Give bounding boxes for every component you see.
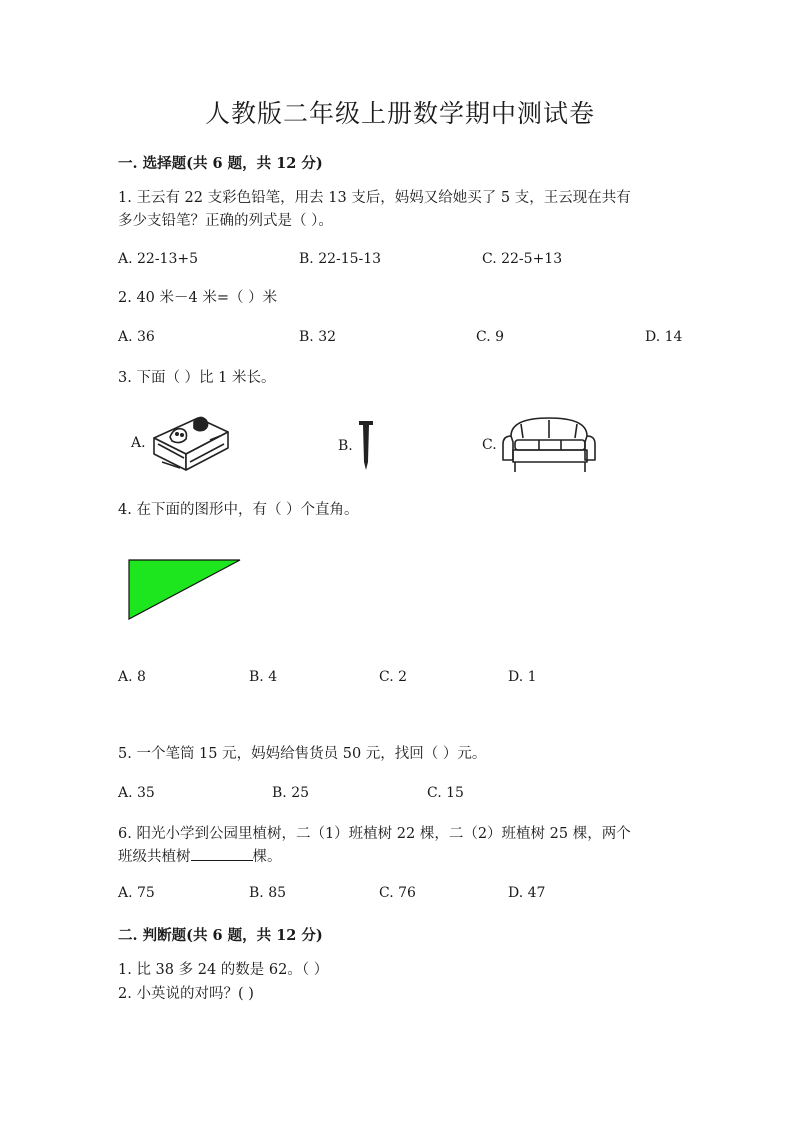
q6-option-a[interactable]: A. 75 bbox=[118, 885, 155, 901]
question-6-line-2 bbox=[118, 845, 282, 869]
q5-option-b[interactable]: B. 25 bbox=[272, 785, 310, 801]
q3-option-c-label: C. bbox=[482, 437, 497, 453]
q6-line-2-prefix: 班级共植树 bbox=[118, 849, 191, 865]
question-2: 2. 40 米－4 米=（ ）米 bbox=[118, 290, 278, 306]
nail-icon bbox=[357, 420, 375, 472]
q6-option-c[interactable]: C. 76 bbox=[379, 885, 416, 901]
q2-option-d[interactable]: D. 14 bbox=[645, 329, 683, 345]
q6-line-2-suffix: 棵。 bbox=[252, 849, 282, 865]
section-heading-choice: 一. 选择题(共 6 题，共 12 分) bbox=[118, 155, 323, 172]
section-heading-judgement: 二. 判断题(共 6 题，共 12 分) bbox=[118, 927, 323, 944]
q4-option-d[interactable]: D. 1 bbox=[508, 669, 537, 685]
question-6-line-1: 6. 阳光小学到公园里植树，二（1）班植树 22 棵，二（2）班植树 25 棵，两个 bbox=[118, 826, 631, 842]
q1-option-a[interactable]: A. 22-13+5 bbox=[118, 251, 199, 267]
q5-option-c[interactable]: C. 15 bbox=[427, 785, 464, 801]
judgement-2: 2. 小英说的对吗？( ) bbox=[118, 986, 254, 1002]
q1-option-c[interactable]: C. 22-5+13 bbox=[482, 251, 563, 267]
q2-option-c[interactable]: C. 9 bbox=[476, 329, 505, 345]
q6-option-d[interactable]: D. 47 bbox=[508, 885, 546, 901]
q1-option-b[interactable]: B. 22-15-13 bbox=[299, 251, 382, 267]
pencil-box-icon bbox=[150, 410, 232, 476]
page-title: 人教版二年级上册数学期中测试卷 bbox=[204, 99, 595, 128]
q6-option-b[interactable]: B. 85 bbox=[249, 885, 287, 901]
q2-option-b[interactable]: B. 32 bbox=[299, 329, 337, 345]
q5-option-a[interactable]: A. 35 bbox=[118, 785, 155, 801]
right-triangle-figure bbox=[128, 559, 242, 621]
q3-option-b[interactable] bbox=[338, 420, 375, 472]
q4-option-c[interactable]: C. 2 bbox=[379, 669, 408, 685]
question-1-line-1: 1. 王云有 22 支彩色铅笔，用去 13 支后，妈妈又给她买了 5 支，王云现在共有 bbox=[118, 190, 631, 206]
q3-option-c[interactable] bbox=[482, 414, 599, 476]
q3-option-a[interactable] bbox=[131, 410, 232, 476]
question-3: 3. 下面（ ）比 1 米长。 bbox=[118, 370, 276, 386]
q3-option-b-label: B. bbox=[338, 438, 353, 454]
question-5: 5. 一个笔筒 15 元，妈妈给售货员 50 元，找回（ ）元。 bbox=[118, 746, 487, 762]
q2-option-a[interactable]: A. 36 bbox=[118, 329, 155, 345]
sofa-icon bbox=[501, 414, 599, 476]
answer-blank[interactable] bbox=[191, 846, 253, 861]
q4-option-a[interactable]: A. 8 bbox=[118, 669, 146, 685]
judgement-1: 1. 比 38 多 24 的数是 62。（ ） bbox=[118, 962, 329, 978]
question-4: 4. 在下面的图形中，有（ ）个直角。 bbox=[118, 502, 359, 518]
q3-option-a-label: A. bbox=[131, 435, 146, 451]
q4-option-b[interactable]: B. 4 bbox=[249, 669, 278, 685]
question-1-line-2: 多少支铅笔？正确的列式是（ ）。 bbox=[118, 213, 333, 229]
